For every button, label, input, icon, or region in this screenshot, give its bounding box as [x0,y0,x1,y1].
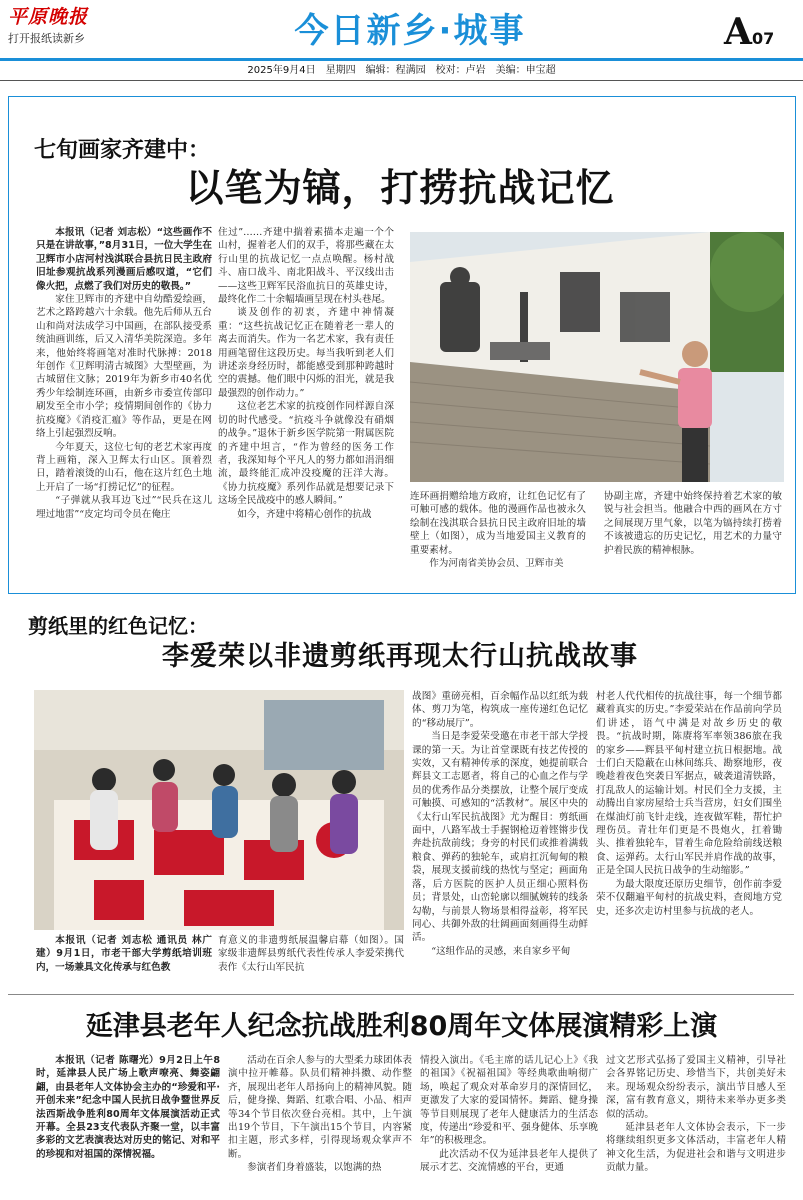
dateline-rule [0,80,803,81]
story-2-column-2 [218,934,404,980]
mural-photo-illustration [410,232,784,482]
story-2-column-4 [596,690,782,982]
story-3-column-4 [606,1054,786,1194]
story-2-para-2: 育意义的非遗剪纸展温馨启幕（如图）。国家级非遗辉县剪纸代表性传承人李爱荣携代表作《太行山军民抗 [218,935,404,973]
page-letter: A [724,11,752,53]
story-1-column-1 [36,226,212,584]
story-1-para-4: “子弹就从我耳边飞过”“民兵在这儿埋过地雷”“皮定均司令员在俺庄 [36,495,212,520]
story-2-kicker: 剪纸里的红色记忆： [28,614,208,638]
story-2-photo [34,690,404,930]
dateline: 2025年9月4日 星期四 编辑：程满园 校对：卢岩 美编：申宝超 [247,65,556,76]
story-3-headline: 延津县老年人纪念抗战胜利80周年文体展演精彩上演 [85,1011,718,1042]
story-divider [8,994,794,995]
masthead-slogan: 打开报纸读新乡 [8,32,85,45]
story-2-column-3 [412,690,588,982]
story-1-para-2: 家住卫辉市的齐建中自幼酷爱绘画，艺术之路跨越六十余载。他先后师从五台山和尚对法成学习中国画，在部队接受系统油画训练，后又入清华美院深造。多年来，他始终将画笔对准时代脉搏：2018年创作《卫辉明清古城图》大型壁画，为古城留住文脉；2019年为新乡市40名优秀少年绘制连环画，由新乡市委宣传部印刷发至全市小学；疫情期间创作的《协力抗疫魔》《消疫汇瘟》等作品，更是在网络上引起强烈反响。 [36,294,212,440]
papercut-exhibit-illustration [34,690,404,930]
story-1-para-11: 协副主席，齐建中始终保持着艺术家的敏锐与社会担当。他融合中西的画风在方寸之间展现万里气象，以笔为镐持续打捞着不该被遗忘的历史记忆，用艺术的力量守护着民族的精神根脉。 [604,491,782,556]
story-3-para-4: 情投入演出。《毛主席的话儿记心上》《我的祖国》《祝福祖国》等经典歌曲响彻广场，唤起了观众对革命岁月的深情回忆，更激发了大家的爱国情怀。舞蹈、健身操等节目则展现了老年人健康活力的生活态度，传递出“珍爱和平、强身健体、乐享晚年”的积极理念。 [420,1055,598,1147]
story-3-para-2: 活动在百余人参与的大型柔力球团体表演中拉开帷幕。队员们精神抖擞、动作整齐，展现出老年人昂扬向上的精神风貌。随后，健身操、舞蹈、红歌合唱、小品、相声等34个节目依次登台亮相。其中，上午演出19个节目，下午演出15个节目，内容紧扣主题，形式多样，引得现场观众掌声不断。 [228,1055,412,1160]
story-1-column-2 [218,226,394,584]
story-1-photo [410,232,784,482]
story-3-column-1 [36,1054,220,1194]
story-3-column-2 [228,1054,412,1194]
story-1-para-3: 今年夏天，这位七旬的老艺术家再度背上画箱，深入卫辉太行山区。顶着烈日，踏着滚烫的山石，他在这片红色土地上开启了一场“打捞记忆”的征程。 [36,441,212,493]
story-1-column-4 [604,490,782,584]
story-1-para-1: 本报讯（记者 刘志松）“这些画作不只是在讲故事，”8月31日，一位大学生在卫辉市小店河村浅淇联合县抗日民主政府旧址参观抗战系列漫画后感叹道，“它们像火把，点燃了我们对历史的敬畏。” [36,227,212,292]
story-1-headline: 以笔为镐，打捞抗战记忆 [185,166,615,210]
story-1-para-9: 连环画捐赠给地方政府，让红色记忆有了可触可感的载体。他的漫画作品也被永久绘制在浅淇联合县抗日民主政府旧址的墙壁上（如图），成为当地爱国主义教育的重要素材。 [410,491,586,556]
header-rule [0,58,803,61]
story-2-para-3: 战图》重磅亮相，百余幅作品以红纸为载体、剪刀为笔，构筑成一座传递红色记忆的“移动展厅”。 [412,691,588,729]
story-2-para-1: 本报讯（记者 刘志松 通讯员 林广建）9月1日，市老干部大学剪纸培训班内，一场兼具文化传承与红色教 [36,935,212,973]
story-3-column-3 [420,1054,598,1194]
story-2-column-1 [36,934,212,980]
story-3-para-3: 参演者们身着盛装，以饱满的热 [247,1162,382,1174]
story-1-column-3 [410,490,586,584]
page-number [724,11,800,54]
story-3-para-7: 延津县老年人文体协会表示，下一步将继续组织更多文体活动，丰富老年人精神文化生活，为促进社会和谐与文明进步贡献力量。 [606,1122,786,1174]
story-3-para-5: 此次活动不仅为延津县老年人提供了展示才艺、交流情感的平台，更通 [420,1148,598,1174]
story-3-para-6: 过文艺形式弘扬了爱国主义精神，引导社会各界铭记历史、珍惜当下，共创美好未来。现场观众纷纷表示，演出节目感人至深，富有教育意义，期待未来举办更多类似的活动。 [606,1055,786,1120]
masthead [8,6,118,56]
story-2-para-5: “这组作品的灵感，来自家乡平甸 [431,945,571,957]
story-1-kicker: 七旬画家齐建中： [34,137,211,163]
story-2-headline: 李爱荣以非遗剪纸再现太行山抗战故事 [162,641,638,672]
story-2-para-6: 村老人代代相传的抗战往事，每一个细节都藏着真实的历史。”李爱荣站在作品前向学员们讲述，语气中满是对故乡历史的敬畏。“抗战时期，陈赓将军率领386旅在我的家乡——辉县平甸村建立抗日根据地。战士们白天隐蔽在山林间练兵、勘察地形，夜晚趁着夜色突袭日军据点，破袭道清铁路，打乱敌人的运输计划。村民们全力支援，主动腾出自家房屋给士兵当营房，妇女们围坐在煤油灯前飞针走线，连夜做军鞋，帮忙护理伤员。青壮年们更是不畏炮火，扛着锄头、推着独轮车，冒着生命危险给前线送粮食、运弹药。太行山军民并肩作战的故事，正是全国人民抗日战争的生动缩影。” [596,691,782,877]
story-3-para-1: 本报讯（记者 陈曙光）9月2日上午8时，延津县人民广场上歌声嘹亮、舞姿翩翩，由县老年人文体协会主办的“珍爱和平·开创未来”纪念中国人民抗日战争暨世界反法西斯战争胜利80周年文体展演活动正式开幕。全县23支代表队齐聚一堂，以丰富多彩的文艺表演表达对历史的铭记、对和平的珍视和对祖国的深情祝福。 [36,1055,220,1160]
story-1-para-10: 作为河南省美协会员、卫辉市美 [429,558,564,570]
page-digits: 07 [751,29,775,48]
story-1-para-5: 住过”……齐建中揣着素描本走遍一个个山村，握着老人们的双手，将那些藏在太行山里的抗战记忆一点点唤醒。杨村战斗、庙口战斗、南北阳战斗、平汉线出击——这些卫辉军民浴血抗日的英雄史诗，最终化作二十余幅墙画呈现在村头巷尾。 [218,227,394,306]
story-2-para-7: 为最大限度还原历史细节，创作前李爱荣不仅翻遍平甸村的抗战史料，查阅地方党史，还多次走访村里参与抗战的老人。 [596,878,782,917]
masthead-title: 平原晚报 [8,6,89,28]
story-1-para-8: 如今，齐建中将精心创作的抗战 [237,508,372,520]
story-1-para-7: 这位老艺术家的抗疫创作同样源自深切的时代感受。“抗疫斗争就像没有硝烟的战争。”退休于新乡医学院第一附属医院的齐建中坦言，“作为曾经的医务工作者，我深知每个平凡人的努力都如涓涓细流，最终能汇成冲没疫魔的汪洋大海。《协力抗疫魔》系列作品就是想要记录下这场全民战疫中的感人瞬间。” [218,401,394,507]
story-1-para-6: 谈及创作的初衷，齐建中神情凝重：“这些抗战记忆正在随着老一辈人的离去而消失。作为一名艺术家，我有责任用画笔留住这段历史。每当我听到老人们讲述亲身经历时，都能感受到那种跨越时空的震撼。他们眼中闪烁的泪光，就是我最强烈的创作动力。” [218,307,394,399]
section-title: 今日新乡·城事 [294,11,526,51]
story-2-para-4: 当日是李爱荣受邀在市老干部大学授课的第一天。为让首堂课既有技艺传授的实效，又有精神传承的深度，她提前联合辉县文工志愿者，将自己的心血之作与学员的优秀作品分类摆放，让整个展厅变成可触摸、可感知的“活教材”。展区中央的《太行山军民抗战图》尤为醒目：剪纸画面中，八路军战士手握钢枪迈着铿锵步伐奔赴抗敌前线；身旁的村民们或推着满载粮食、弹药的独轮车，或肩扛沉甸甸的粮袋，展现支援前线的热忱与坚定；画面角落，后方医院的医护人员正细心照料伤员；背景处，山峦轮廓以细腻婉转的线条勾勒，与前景人物场景相得益彰，将军民同心、共御外敌的壮阔画面刻画得生动鲜活。 [412,731,588,944]
